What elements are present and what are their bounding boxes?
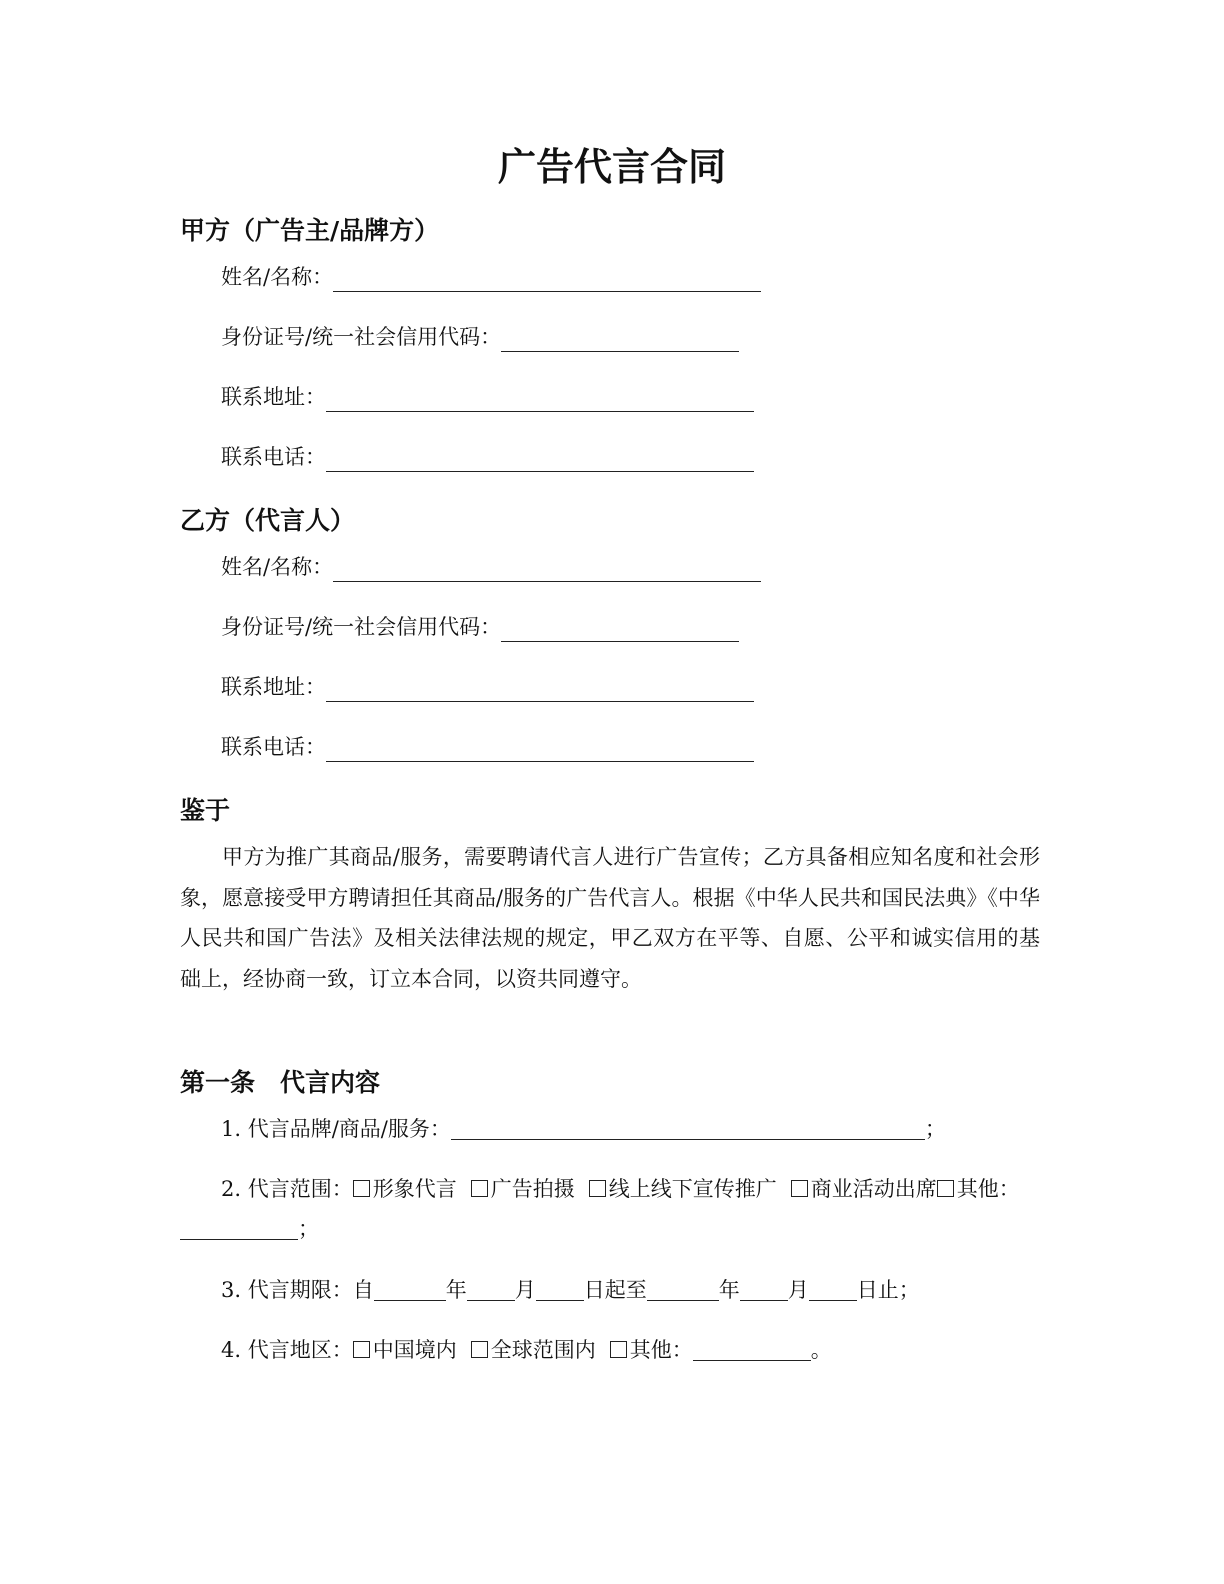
party-a-heading: 甲方（广告主/品牌方） (180, 216, 440, 245)
item-label: 代言范围： (247, 1177, 353, 1201)
field-label: 姓名/名称： (221, 265, 334, 289)
end-day-blank[interactable] (809, 1276, 857, 1301)
item-end: ； (924, 1117, 946, 1141)
item-number: 3. (221, 1278, 242, 1302)
option-label: 形象代言 (372, 1177, 457, 1201)
item-end: ； (298, 1217, 319, 1241)
item-label: 代言期限： (247, 1278, 353, 1302)
date-word: 年 (445, 1278, 467, 1302)
checkbox[interactable] (791, 1180, 808, 1197)
date-word: 年 (718, 1278, 740, 1302)
checkbox[interactable] (937, 1180, 954, 1197)
item-number: 1. (221, 1117, 242, 1141)
blank-line[interactable] (326, 735, 754, 762)
party-b-phone-field[interactable] (221, 732, 754, 762)
blank-line[interactable] (326, 385, 754, 412)
option-label: 线上线下宣传推广 (608, 1177, 777, 1201)
field-label: 姓名/名称： (221, 555, 334, 579)
start-day-blank[interactable] (536, 1276, 584, 1301)
party-a-phone-field[interactable] (221, 442, 754, 472)
field-label: 身份证号/统一社会信用代码： (221, 615, 502, 639)
option-label: 广告拍摄 (490, 1177, 575, 1201)
option-label: 其他： (956, 1177, 1020, 1201)
item-label: 代言品牌/商品/服务： (247, 1117, 451, 1141)
party-b-id-field[interactable] (221, 612, 739, 642)
page-title: 广告代言合同 (497, 145, 726, 189)
blank-line[interactable] (451, 1115, 925, 1140)
blank-line[interactable] (326, 675, 754, 702)
party-b-address-field[interactable] (221, 672, 754, 702)
party-b-heading: 乙方（代言人） (180, 506, 356, 535)
checkbox[interactable] (471, 1341, 488, 1358)
party-b-name-field[interactable] (221, 552, 761, 582)
article-1-item-4 (180, 1330, 1040, 1370)
checkbox[interactable] (610, 1341, 627, 1358)
start-year-blank[interactable] (374, 1276, 446, 1301)
start-month-blank[interactable] (467, 1276, 515, 1301)
checkbox[interactable] (353, 1341, 370, 1358)
date-word: 自 (352, 1278, 374, 1302)
option-label: 其他： (629, 1338, 693, 1362)
field-label: 联系电话： (221, 735, 326, 759)
blank-line[interactable] (333, 555, 761, 582)
field-label: 身份证号/统一社会信用代码： (221, 325, 502, 349)
option-label: 全球范围内 (490, 1338, 596, 1362)
party-a-id-field[interactable] (221, 322, 739, 352)
whereas-heading: 鉴于 (180, 796, 231, 825)
item-number: 2. (221, 1177, 242, 1201)
party-a-address-field[interactable] (221, 382, 754, 412)
checkbox[interactable] (471, 1180, 488, 1197)
end-year-blank[interactable] (647, 1276, 719, 1301)
article-1-item-1 (180, 1109, 1040, 1149)
blank-line[interactable] (326, 445, 754, 472)
date-word: 日止； (856, 1278, 920, 1302)
option-label: 中国境内 (372, 1338, 457, 1362)
checkbox[interactable] (589, 1180, 606, 1197)
item-label: 代言地区： (247, 1338, 353, 1362)
option-label: 商业活动出席 (810, 1177, 937, 1201)
whereas-paragraph: 甲方为推广其商品/服务，需要聘请代言人进行广告宣传；乙方具备相应知名度和社会形象，愿意接受甲方聘请担任其商品/服务的广告代言人。根据《中华人民共和国民法典》《中华人民共和国广告法》及相关法律法规的规定，甲乙双方在平等、自愿、公平和诚实信用的基础上，经协商一致，订立本合同，以资共同遵守。 (180, 845, 1040, 991)
date-word: 月 (514, 1278, 536, 1302)
party-a-name-field[interactable] (221, 262, 761, 292)
article-1-item-3 (180, 1270, 1040, 1310)
blank-line[interactable] (333, 265, 761, 292)
field-label: 联系地址： (221, 675, 326, 699)
checkbox[interactable] (353, 1180, 370, 1197)
blank-line[interactable] (501, 615, 739, 642)
date-word: 日起至 (583, 1278, 647, 1302)
date-word: 月 (787, 1278, 809, 1302)
field-label: 联系电话： (221, 445, 326, 469)
item-number: 4. (221, 1338, 242, 1362)
article-1-item-2 (180, 1169, 1040, 1249)
blank-line[interactable] (501, 325, 739, 352)
blank-line[interactable] (693, 1336, 811, 1361)
end-month-blank[interactable] (740, 1276, 788, 1301)
item-end: 。 (810, 1338, 832, 1362)
field-label: 联系地址： (221, 385, 326, 409)
article-1-heading: 第一条 代言内容 (180, 1068, 381, 1097)
blank-line[interactable] (180, 1215, 298, 1240)
